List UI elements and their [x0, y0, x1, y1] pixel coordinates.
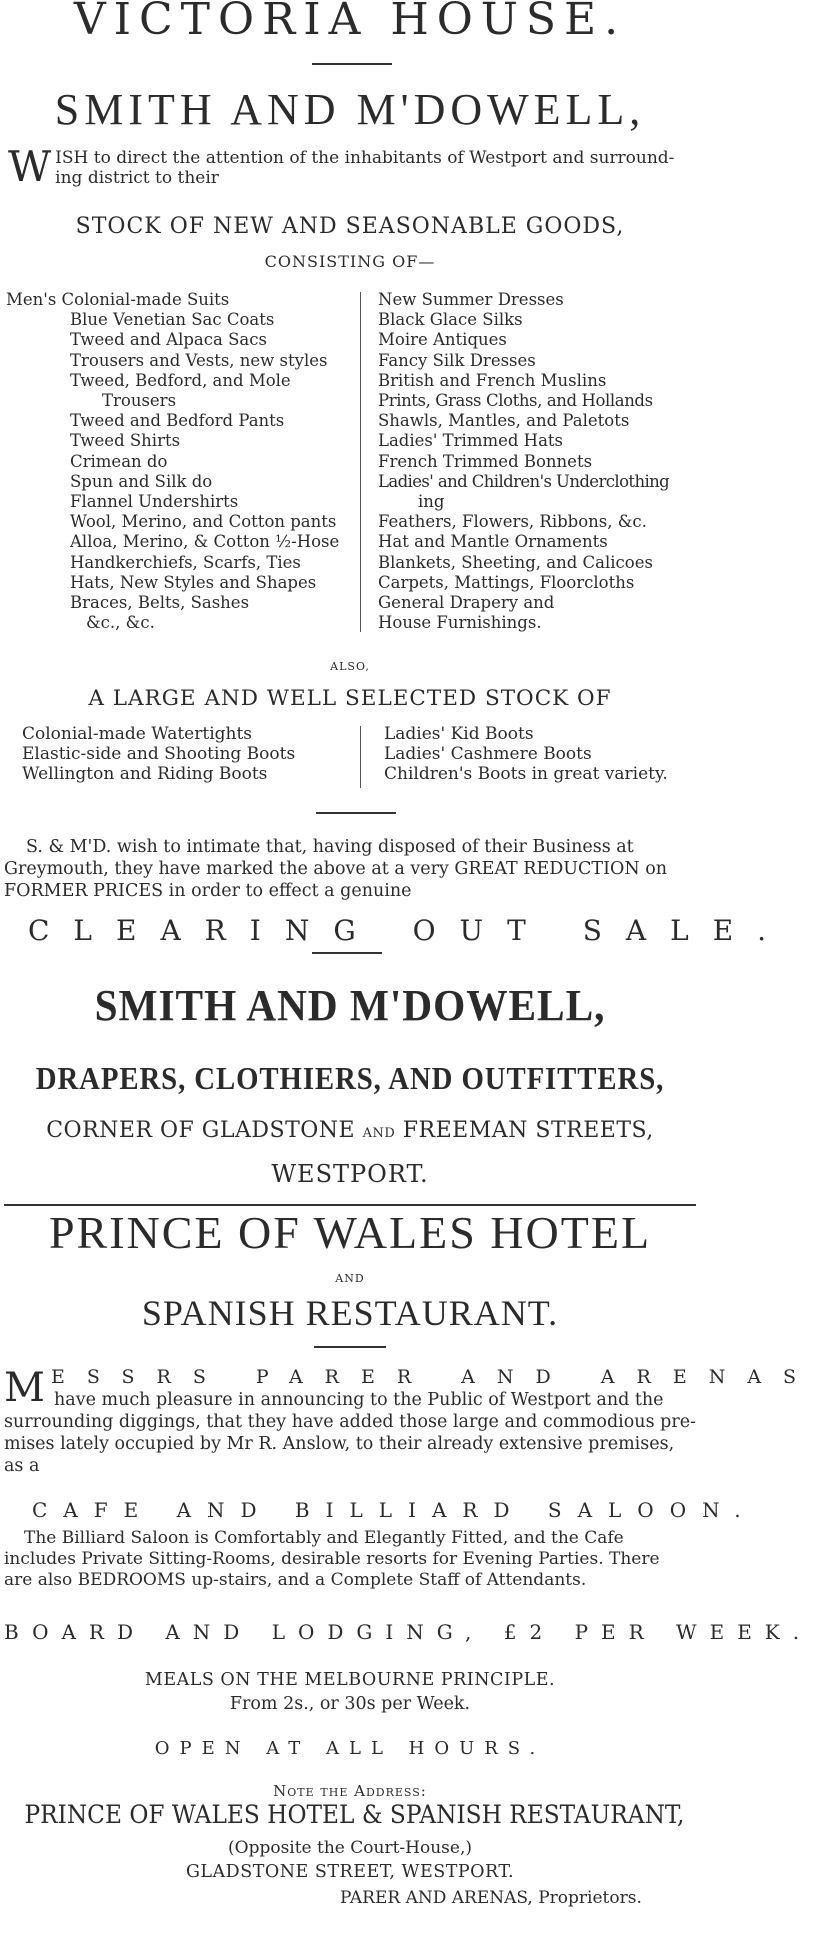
clearing-out-sale: CLEARING OUT SALE. [28, 914, 791, 947]
intro-line-2: ing district to their [55, 168, 219, 188]
open-hours: OPEN AT ALL HOURS. [154, 1738, 546, 1759]
list-item: ing [418, 492, 445, 512]
list-item: Ladies' and Children's Underclothing [378, 471, 670, 491]
consisting-of: CONSISTING OF— [264, 252, 436, 271]
list-item: Black Glace Silks [378, 310, 523, 330]
proprietors-line: PARER AND ARENAS, Proprietors. [340, 1888, 642, 1908]
list-item: Crimean do [70, 451, 168, 471]
list-item: New Summer Dresses [378, 290, 564, 309]
boots-left-column [22, 724, 295, 785]
messrs-line-1: have much pleasure in announcing to the Public of Westport and the [54, 1390, 664, 1410]
billiard-paragraph [4, 1528, 696, 1591]
spanish-restaurant-heading: SPANISH RESTAURANT. [141, 1293, 559, 1333]
board-lodging: BOARD AND LODGING, £2 PER WEEK. [4, 1620, 813, 1644]
restaurant-rule [314, 1346, 386, 1348]
list-item: Ladies' Trimmed Hats [378, 431, 564, 451]
list-item: Alloa, Merino, & Cotton ½-Hose [70, 532, 340, 552]
list-item: Wool, Merino, and Cotton pants [70, 512, 337, 532]
clearing-rule [312, 952, 382, 954]
list-item: Moire Antiques [378, 330, 507, 350]
freeman-streets: FREEMAN STREETS, [402, 1118, 654, 1143]
list-item: Trousers and Vests, new styles [70, 350, 328, 370]
list-item: Ladies' Cashmere Boots [384, 744, 592, 765]
boots-heading: A LARGE AND WELL SELECTED STOCK OF [88, 686, 612, 711]
list-item: Hat and Mantle Ornaments [378, 532, 608, 552]
from-price-line: From 2s., or 30s per Week. [229, 1694, 471, 1714]
and-label: AND [335, 1272, 365, 1285]
intro-line-1: ISH to direct the attention of the inhabitants of Westport and surround- [55, 148, 675, 168]
meals-line: MEALS ON THE MELBOURNE PRINCIPLE. [144, 1670, 556, 1690]
trades-heading: DRAPERS, CLOTHIERS, AND OUTFITTERS, [35, 1060, 665, 1096]
list-item: Fancy Silk Dresses [378, 350, 536, 370]
opposite-courthouse: (Opposite the Court-House,) [228, 1838, 472, 1858]
list-item: Braces, Belts, Sashes [70, 593, 250, 613]
list-item: Children's Boots in great variety. [384, 764, 668, 785]
boots-rule [316, 812, 396, 814]
list-item: Feathers, Flowers, Ribbons, &c. [378, 512, 647, 532]
list-item: House Furnishings. [378, 613, 542, 633]
boots-divider [360, 726, 361, 788]
billiard-line-3: are also BEDROOMS up-stairs, and a Complete Staff of Attendants. [4, 1570, 587, 1590]
list-item: Blue Venetian Sac Coats [70, 310, 275, 330]
corner-address [0, 1118, 700, 1143]
list-item: Carpets, Mattings, Floorcloths [378, 572, 635, 592]
list-item: Prints, Grass Cloths, and Hollands [378, 391, 653, 411]
prince-of-wales-title: PRINCE OF WALES HOTEL [48, 1207, 652, 1258]
corner-gladstone: CORNER OF GLADSTONE [46, 1118, 356, 1143]
smith-mdowell-bold: SMITH AND M'DOWELL, [94, 981, 606, 1030]
gladstone-street: GLADSTONE STREET, WESTPORT. [185, 1862, 515, 1882]
goods-right-column [378, 290, 669, 633]
billiard-line-2: includes Private Sitting-Rooms, desirable resorts for Evening Parties. There [4, 1549, 660, 1569]
cafe-billiard-heading: CAFE AND BILLIARD SALOON. [32, 1498, 757, 1522]
notice-line-2: Greymouth, they have marked the above at a very GREAT REDUCTION on [4, 859, 668, 879]
messrs-line-2: surrounding diggings, that they have added those large and commodious pre- [4, 1412, 696, 1432]
list-item: Spun and Silk do [70, 471, 213, 491]
list-item: General Drapery and [378, 593, 555, 613]
messrs-line: ESSRS PARER AND ARENAS [50, 1366, 818, 1388]
list-item: Tweed and Bedford Pants [70, 411, 285, 431]
list-item: Colonial-made Watertights [22, 724, 253, 744]
smith-mdowell-heading: SMITH AND M'DOWELL, [54, 85, 646, 134]
messrs-line-3: mises lately occupied by Mr R. Anslow, to their already extensive premises, [4, 1434, 675, 1454]
messrs-line-4: as a [4, 1456, 40, 1476]
list-item: Flannel Undershirts [70, 492, 239, 512]
list-item: Tweed and Alpaca Sacs [70, 330, 267, 350]
address-name: PRINCE OF WALES HOTEL & SPANISH RESTAURANT, [24, 1800, 685, 1829]
notice-line-1: S. & M'D. wish to intimate that, having disposed of their Business at [26, 837, 634, 857]
goods-left-column [6, 290, 339, 633]
note-address: Note the Address: [273, 1782, 427, 1800]
also-label: ALSO, [330, 660, 370, 673]
list-item: &c., &c. [86, 613, 155, 633]
billiard-line-1: The Billiard Saloon is Comfortably and Elegantly Fitted, and the Cafe [24, 1528, 624, 1548]
list-item: Blankets, Sheeting, and Calicoes [378, 552, 653, 572]
list-item: Wellington and Riding Boots [22, 764, 268, 785]
intro-paragraph [8, 142, 700, 191]
victoria-house-title: VICTORIA HOUSE. [73, 0, 627, 45]
boots-right-column [384, 724, 668, 785]
title-rule [312, 63, 392, 65]
list-item: Elastic-side and Shooting Boots [22, 744, 296, 765]
list-item: Ladies' Kid Boots [384, 724, 534, 744]
list-item: Trousers [102, 391, 177, 411]
list-item: Handkerchiefs, Scarfs, Ties [70, 552, 301, 572]
list-item: French Trimmed Bonnets [378, 451, 593, 471]
intro-dropcap: W [8, 142, 52, 191]
list-item: Hats, New Styles and Shapes [70, 572, 317, 592]
stock-heading: STOCK OF NEW AND SEASONABLE GOODS, [75, 214, 625, 239]
column-divider [360, 292, 361, 632]
list-item: Tweed Shirts [70, 431, 181, 451]
list-item: Shawls, Mantles, and Paletots [378, 411, 630, 431]
list-item: British and French Muslins [378, 370, 607, 390]
messrs-paragraph [4, 1365, 818, 1477]
and-small: AND [362, 1126, 396, 1141]
notice-line-3: FORMER PRICES in order to effect a genuine [4, 881, 412, 901]
notice-paragraph [4, 836, 667, 902]
westport-label: WESTPORT. [271, 1160, 429, 1188]
list-item: Tweed, Bedford, and Mole [70, 370, 291, 390]
messrs-dropcap: M [4, 1365, 45, 1411]
list-item: Men's Colonial-made Suits [6, 290, 230, 309]
